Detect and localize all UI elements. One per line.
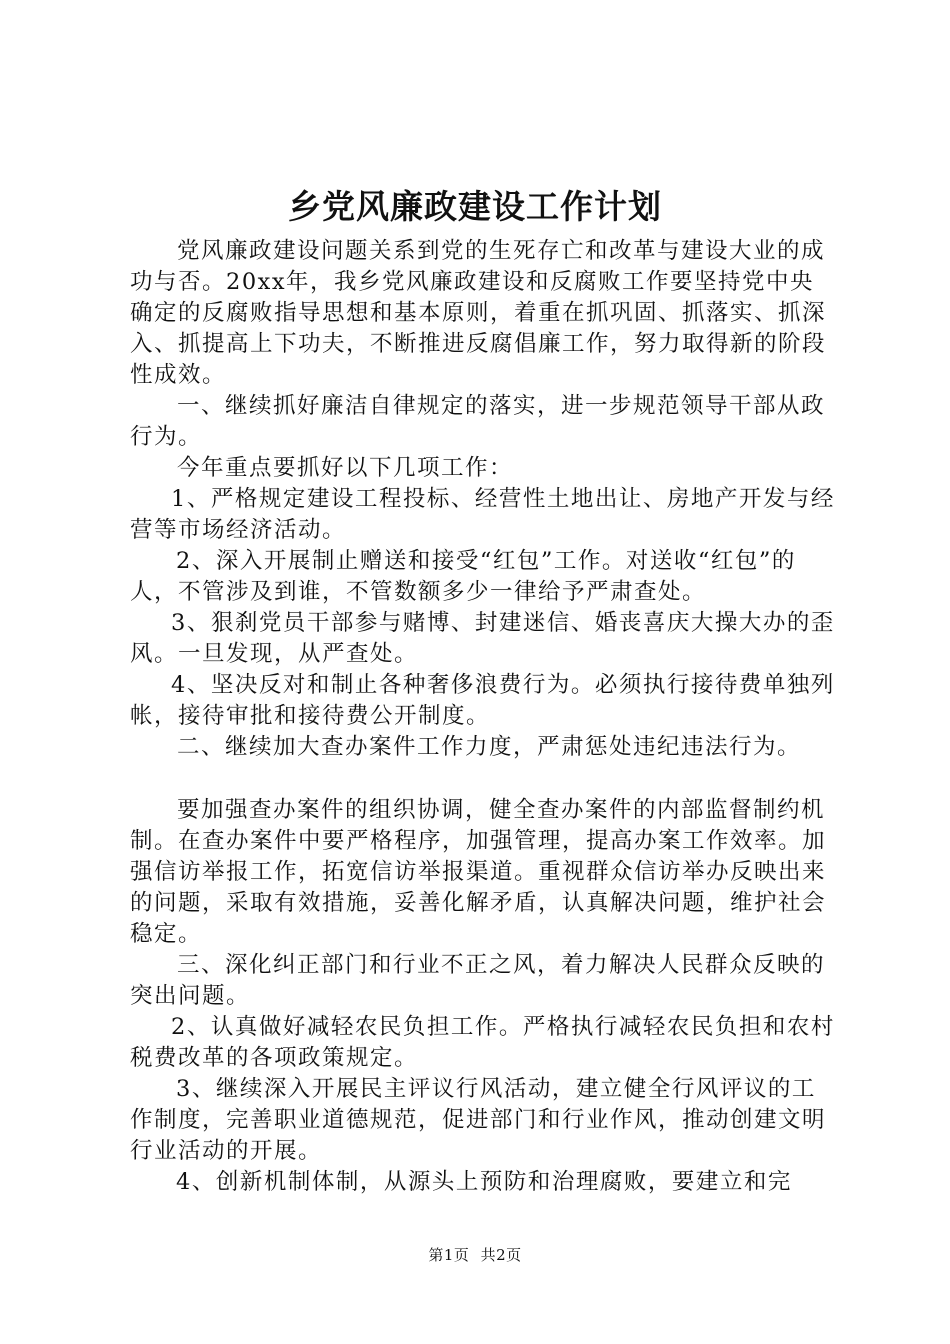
list-item-1: 1、严格规定建设工程投标、经营性土地出让、房地产开发与经营等市场经济活动。 — [130, 486, 835, 543]
section-heading-2: 二、继续加大查办案件工作力度，严肃惩处违纪违法行为。 — [177, 734, 802, 760]
paragraph-key-work: 今年重点要抓好以下几项工作： — [177, 455, 514, 481]
page-total: 共2页 — [480, 1246, 522, 1264]
document-body — [130, 236, 835, 1198]
list-item-3: 3、狠刹党员干部参与赌博、封建迷信、婚丧喜庆大操大办的歪风。一旦发现，从严查处。 — [130, 610, 835, 667]
list-item-farmer-burden: 2、认真做好减轻农民负担工作。严格执行减轻农民负担和农村税费改革的各项政策规定。 — [130, 1014, 835, 1071]
list-item-evaluation: 3、继续深入开展民主评议行风活动，建立健全行风评议的工作制度，完善职业道德规范，促进部门和行业作风，推动创建文明行业活动的开展。 — [130, 1076, 827, 1164]
paragraph-case-handling: 要加强查办案件的组织协调，健全查办案件的内部监督制约机制。在查办案件中要严格程序，加强管理，提高办案工作效率。加强信访举报工作，拓宽信访举报渠道。重视群众信访举办反映出来的问题，采取有效措施，妥善化解矛盾，认真解决问题，维护社会稳定。 — [130, 797, 827, 947]
page-footer — [0, 1244, 950, 1266]
paragraph-intro: 党风廉政建设问题关系到党的生死存亡和改革与建设大业的成功与否。20xx年，我乡党风廉政建设和反腐败工作要坚持党中央确定的反腐败指导思想和基本原则，着重在抓巩固、抓落实、抓深入、抓提高上下功夫，不断推进反腐倡廉工作，努力取得新的阶段性成效。 — [130, 238, 827, 388]
document-title: 乡党风廉政建设工作计划 — [288, 187, 662, 226]
list-item-2: 2、深入开展制止赠送和接受“红包”工作。对送收“红包”的人，不管涉及到谁，不管数额多少一律给予严肃查处。 — [130, 548, 796, 605]
section-heading-1: 一、继续抓好廉洁自律规定的落实，进一步规范领导干部从政行为。 — [130, 393, 826, 450]
list-item-mechanism: 4、创新机制体制，从源头上预防和治理腐败，要建立和完 — [176, 1169, 792, 1195]
section-heading-3: 三、深化纠正部门和行业不正之风，着力解决人民群众反映的突出问题。 — [130, 952, 826, 1009]
list-item-4: 4、坚决反对和制止各种奢侈浪费行为。必须执行接待费单独列帐，接待审批和接待费公开制度。 — [130, 672, 835, 729]
page-number: 第1页 — [428, 1246, 470, 1264]
